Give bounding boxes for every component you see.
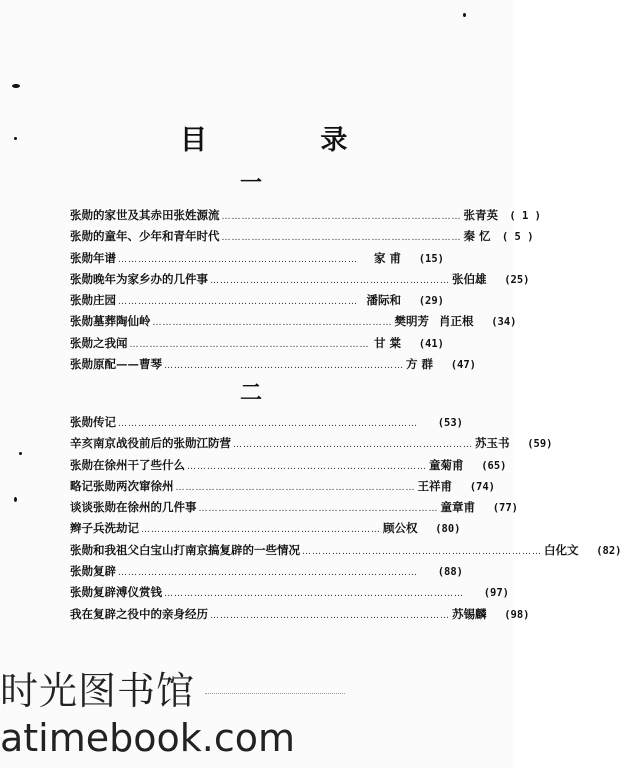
entry-author: 童菊甫 <box>429 457 464 472</box>
leader-dots: ……………………………………………………………………………… <box>118 568 418 579</box>
leader-dots: ……………………………………………………………… <box>141 525 381 536</box>
entry-page: (59) <box>527 438 553 451</box>
toc-entry[interactable] <box>70 540 622 561</box>
leader-dots: ……………………………………………………………………………… <box>164 589 464 600</box>
watermark-line-2: atimebook.com <box>0 716 296 760</box>
entry-title: 张勋晚年为家乡办的几件事 <box>70 271 208 286</box>
leader-dots: ……………………………………………………………… <box>210 610 450 621</box>
entry-page: (98) <box>504 608 530 621</box>
entry-author: 肖正根 <box>439 314 474 329</box>
section-mark-1: 一 <box>240 170 263 196</box>
entry-title: 我在复辟之役中的亲身经历 <box>70 606 208 621</box>
toc-entry[interactable] <box>70 604 530 625</box>
entry-title: 张勋复辟 <box>70 564 116 579</box>
entry-page: (15) <box>418 252 444 265</box>
entry-author: 顾公权 <box>383 521 418 536</box>
toc-entry[interactable] <box>70 248 444 269</box>
scan-speck <box>463 13 466 17</box>
scan-speck <box>12 84 20 88</box>
leader-dots: ……………………………………………………………… <box>198 504 439 515</box>
entry-title: 张勋墓葬陶仙岭 <box>70 314 151 329</box>
leader-dots: ……………………………………………………………………………… <box>118 419 418 429</box>
leader-dots: ……………………………………………………………… <box>129 339 370 350</box>
toc-entry[interactable] <box>70 269 530 290</box>
entry-title: 张勋传记 <box>70 415 116 429</box>
entry-author: 张青英 <box>463 208 498 222</box>
toc-entry[interactable] <box>70 311 517 332</box>
toc-entry[interactable] <box>70 582 509 603</box>
toc-entry[interactable] <box>70 476 495 497</box>
entry-page: ( 5 ) <box>501 231 534 244</box>
entry-author: 潘际和 <box>366 293 401 308</box>
leader-dots: ……………………………………………………………… <box>118 254 358 265</box>
entry-author: 童章甫 <box>440 500 475 515</box>
scan-speck <box>14 137 17 140</box>
entry-author: 苏锡麟 <box>452 606 487 621</box>
entry-author: 家 甫 <box>373 250 401 265</box>
entry-page: (74) <box>469 480 495 493</box>
entry-page: (77) <box>492 502 518 515</box>
entry-title: 谈谈张勋在徐州的几件事 <box>70 500 197 515</box>
entry-author: 秦 忆 <box>463 229 491 244</box>
entry-author: 白化文 <box>544 542 579 557</box>
entry-title: 张勋和我祖父白宝山打南京搞复辟的一些情况 <box>70 542 300 557</box>
entry-page: (34) <box>491 316 517 329</box>
leader-dots: ……………………………………………………………… <box>302 546 542 557</box>
toc-entry[interactable] <box>70 205 541 226</box>
entry-title: 张勋原配——曹琴 <box>70 357 162 372</box>
entry-page: (25) <box>504 273 530 286</box>
toc-entry[interactable] <box>70 412 463 433</box>
entry-author: 方 群 <box>406 357 434 372</box>
entry-title: 张勋在徐州干了些什么 <box>70 457 185 472</box>
toc-entry[interactable] <box>70 354 477 375</box>
entry-author-secondary: 樊明芳 <box>394 314 429 329</box>
entry-title: 张勋复辟溥仪赏钱 <box>70 585 162 600</box>
watermark-line-1: 时光图书馆 <box>0 669 196 713</box>
entry-page: (80) <box>435 523 461 536</box>
entry-title: 略记张勋两次窜徐州 <box>70 478 174 493</box>
scan-speck <box>14 497 17 502</box>
leader-dots: ……………………………………………………………… <box>187 461 427 472</box>
entry-title: 张勋之我闻 <box>70 335 128 350</box>
entry-author: 王祥甫 <box>417 478 452 493</box>
section-mark-2: 二 <box>240 380 263 406</box>
entry-title: 张勋年谱 <box>70 250 116 265</box>
entry-title: 辛亥南京战役前后的张勋江防营 <box>70 436 231 451</box>
entry-page: (29) <box>418 295 444 308</box>
entry-page: (47) <box>450 359 477 372</box>
entry-title: 张勋的家世及其赤田张姓源流 <box>70 208 220 222</box>
faint-scan-line <box>205 693 345 694</box>
leader-dots: ……………………………………………………………… <box>164 361 404 372</box>
entry-title: 张勋庄园 <box>70 293 116 308</box>
scan-speck <box>19 452 22 455</box>
entry-page: (65) <box>481 459 507 472</box>
toc-entry[interactable] <box>70 518 461 539</box>
entry-page: (88) <box>437 566 463 579</box>
page-title: 目 录 <box>180 125 400 156</box>
toc-entry[interactable] <box>70 333 444 354</box>
leader-dots: ……………………………………………………………… <box>118 297 358 308</box>
leader-dots: ……………………………………………………………… <box>152 318 393 329</box>
entry-page: (41) <box>418 337 444 350</box>
entry-page: ( 1 ) <box>509 210 541 222</box>
toc-section-2 <box>70 412 622 625</box>
leader-dots: ……………………………………………………………… <box>221 212 462 222</box>
entry-page: (97) <box>483 587 509 600</box>
leader-dots: ……………………………………………………………… <box>175 482 416 493</box>
entry-title: 张勋的童年、少年和青年时代 <box>70 229 220 244</box>
toc-entry[interactable] <box>70 290 444 311</box>
entry-author: 甘 棠 <box>373 335 401 350</box>
toc-entry[interactable] <box>70 561 463 582</box>
leader-dots: ……………………………………………………………… <box>210 275 450 286</box>
entry-title: 辫子兵洗劫记 <box>70 521 139 536</box>
toc-entry[interactable] <box>70 433 553 454</box>
entry-page: (53) <box>437 417 463 429</box>
toc-section-1 <box>70 205 541 375</box>
entry-author: 苏玉书 <box>475 436 510 451</box>
toc-entry[interactable] <box>70 226 534 247</box>
entry-page: (82) <box>596 544 622 557</box>
toc-entry[interactable] <box>70 497 518 518</box>
toc-entry[interactable] <box>70 455 507 476</box>
leader-dots: ……………………………………………………………… <box>221 233 462 244</box>
leader-dots: ……………………………………………………………… <box>233 440 473 451</box>
entry-author: 张伯雄 <box>452 271 487 286</box>
